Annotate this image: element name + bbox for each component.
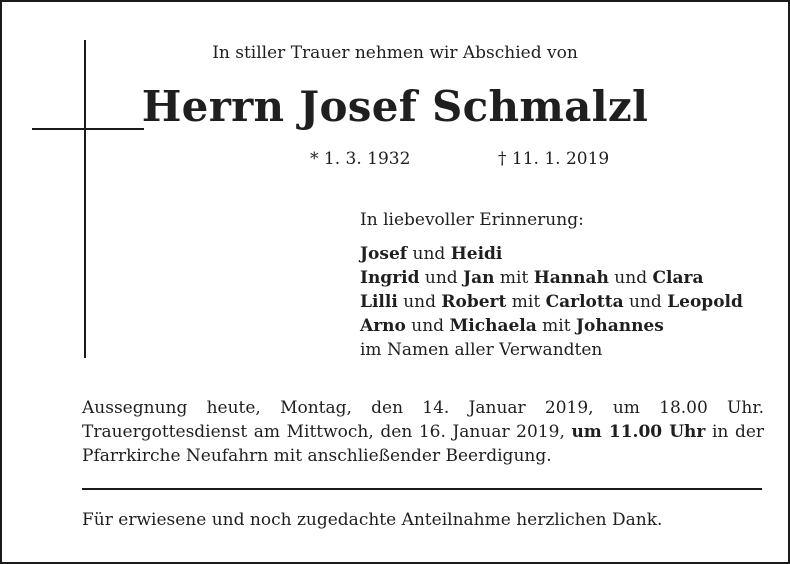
family-line	[360, 314, 743, 338]
family-member: Arno	[360, 316, 406, 336]
divider-line	[82, 488, 762, 490]
mass-text: Trauergottesdienst am Mittwoch, den 16. Januar 2019,	[82, 422, 565, 442]
family-member: Carlotta	[545, 292, 624, 312]
birth-date: * 1. 3. 1932	[310, 149, 411, 169]
connector: mit	[542, 316, 571, 336]
blessing-text: Aussegnung heute, Montag, den 14. Januar 2019, um 18.00 Uhr.	[82, 398, 764, 418]
family-member: Ingrid	[360, 268, 420, 288]
family-member: Robert	[441, 292, 507, 312]
death-date: † 11. 1. 2019	[498, 149, 610, 169]
family-member: Josef	[360, 244, 408, 264]
family-line	[360, 242, 743, 266]
family-member: Johannes	[575, 316, 664, 336]
intro-text: In stiller Trauer nehmen wir Abschied von	[212, 43, 578, 63]
thanks-text: Für erwiesene und noch zugedachte Anteilnahme herzlichen Dank.	[82, 510, 663, 530]
family-block	[360, 208, 743, 362]
connector: und	[614, 268, 648, 288]
family-member: Leopold	[667, 292, 743, 312]
mass-location: in der Pfarrkirche Neufahrn mit anschließender Beerdigung.	[82, 422, 765, 466]
family-member: Lilli	[360, 292, 398, 312]
connector: und	[411, 316, 445, 336]
connector: mit	[511, 292, 541, 312]
service-details	[82, 396, 764, 468]
family-member: Michaela	[449, 316, 537, 336]
memorial-caption: In liebevoller Erinnerung:	[360, 210, 584, 230]
family-member: Heidi	[450, 244, 503, 264]
family-member: Jan	[463, 268, 495, 288]
deceased-name: Herrn Josef Schmalzl	[141, 82, 649, 131]
relatives-line: im Namen aller Verwandten	[360, 340, 603, 360]
family-line	[360, 290, 743, 314]
family-member: Clara	[652, 268, 704, 288]
family-line	[360, 266, 743, 290]
mass-time: um 11.00 Uhr	[571, 422, 706, 442]
connector: und	[403, 292, 436, 312]
connector: und	[412, 244, 446, 264]
connector: und	[629, 292, 662, 312]
family-member: Hannah	[533, 268, 609, 288]
connector: mit	[499, 268, 529, 288]
connector: und	[424, 268, 458, 288]
